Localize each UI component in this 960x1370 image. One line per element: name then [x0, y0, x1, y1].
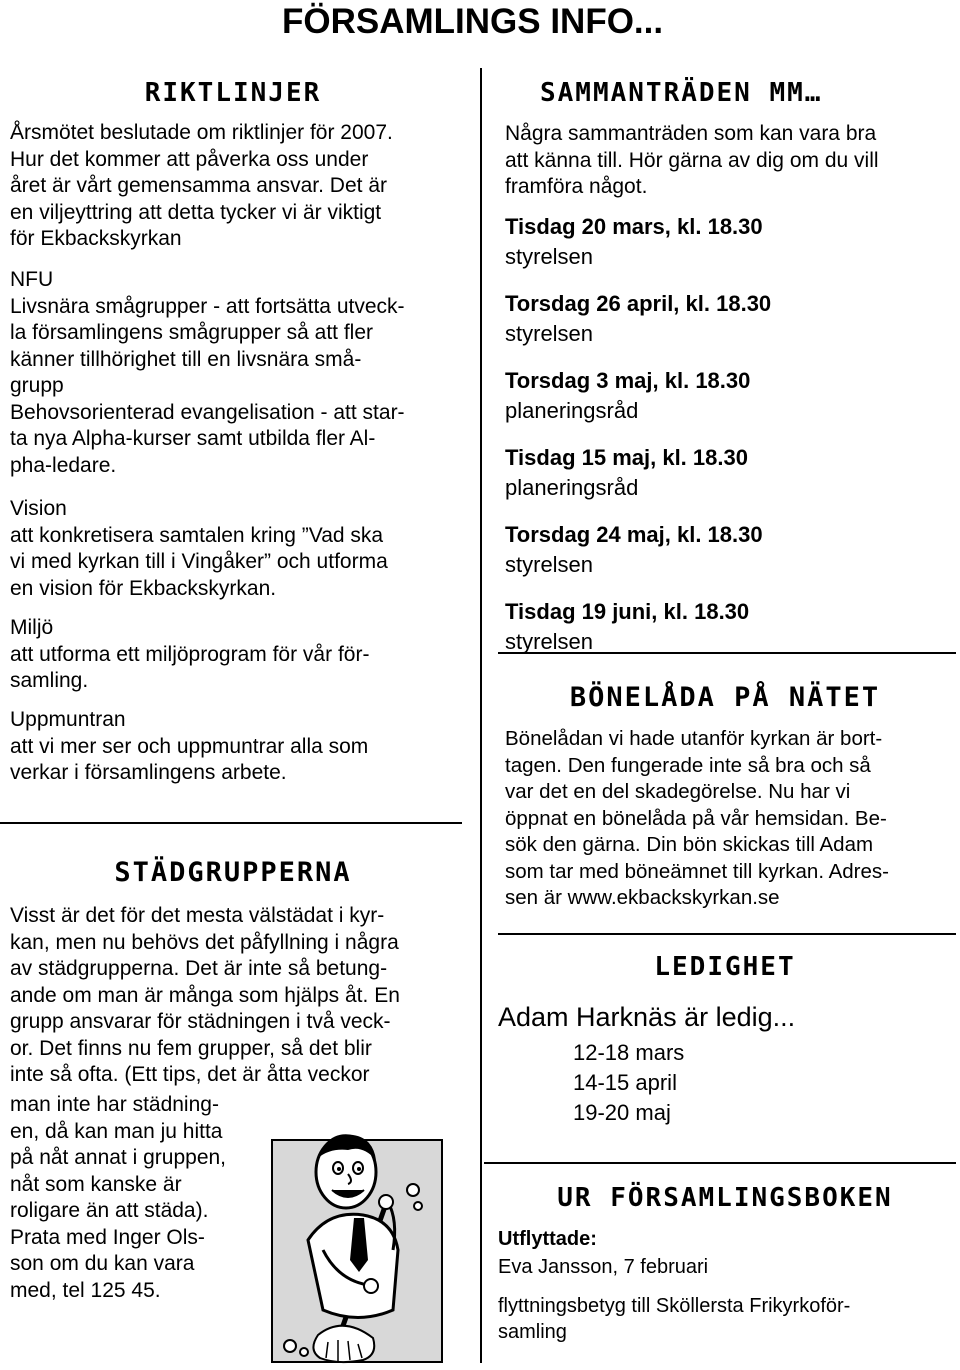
forsamlingsboken-heading: UR FÖRSAMLINGSBOKEN	[557, 1183, 893, 1213]
meeting-date: Tisdag 19 juni, kl. 18.30	[505, 599, 750, 624]
stadgrupperna-heading: STÄDGRUPPERNA	[114, 857, 352, 888]
section-divider	[484, 1162, 956, 1164]
bonelada-text: Bönelådan vi hade utanför kyrkan är bort- tagen. Den fungerade inte så bra och så var det en del skadegörelse. Nu har vi öppnat en bönelåda på vår hemsidan. Be- sök den gärna. Din bön skickas till Adam som tar med böneämnet till kyrkan. Adres- sen är www.ekbackskyrkan.se	[505, 727, 889, 909]
meeting-date: Tisdag 20 mars, kl. 18.30	[505, 214, 763, 239]
stadgrupperna-text-continued: man inte har städning- en, då kan man ju hitta på nåt annat i gruppen, nåt som kanske är roligare än att städa). Prata med Inger Ols- son om du kan vara med, tel 125 45.	[10, 1093, 227, 1302]
forsamlingsboken-person: Eva Jansson, 7 februari	[498, 1256, 709, 1278]
meeting-group: planeringsråd	[505, 398, 639, 423]
forsamlingsboken-label: Utflyttade:	[498, 1228, 597, 1250]
meeting-item	[505, 443, 945, 503]
stadgrupperna-text: Visst är det för det mesta välstädat i kyr- kan, men nu behövs det påfyllning i några av städgrupperna. Det är inte så betung- ande om man är många som hjälps åt. En grupp ansvarar för städningen i två veck- or. Det finns nu fem grupper, så det blir inte så ofta. (Ett tips, det är åtta veckor	[10, 904, 400, 1086]
meeting-date: Torsdag 24 maj, kl. 18.30	[505, 522, 763, 547]
ledighet-heading: LEDIGHET	[654, 952, 796, 982]
riktlinjer-heading: RIKTLINJER	[144, 78, 322, 108]
page-title: FÖRSAMLINGS INFO...	[282, 2, 664, 41]
ledighet-date: 14-15 april	[573, 1070, 677, 1095]
meeting-list	[505, 212, 945, 674]
meeting-item	[505, 289, 945, 349]
meeting-item	[505, 212, 945, 272]
sammantraden-intro: Några sammanträden som kan vara bra att känna till. Hör gärna av dig om du vill framföra något.	[505, 122, 879, 198]
ledighet-date: 12-18 mars	[573, 1040, 685, 1065]
meeting-item	[505, 366, 945, 426]
ledighet-date: 19-20 maj	[573, 1100, 671, 1125]
meeting-group: styrelsen	[505, 552, 594, 577]
riktlinjer-uppmuntran: Uppmuntran att vi mer ser och uppmuntrar alla som verkar i församlingens arbete.	[10, 708, 369, 784]
section-divider	[0, 822, 462, 824]
meeting-group: styrelsen	[505, 629, 594, 654]
sammantraden-heading: SAMMANTRÄDEN MM…	[540, 78, 823, 108]
meeting-item	[505, 520, 945, 580]
meeting-group: styrelsen	[505, 244, 594, 269]
meeting-group: planeringsråd	[505, 475, 639, 500]
meeting-item	[505, 597, 945, 657]
meeting-date: Tisdag 15 maj, kl. 18.30	[505, 445, 748, 470]
bonelada-heading: BÖNELÅDA PÅ NÄTET	[569, 682, 881, 713]
section-divider	[498, 933, 956, 935]
meeting-group: styrelsen	[505, 321, 594, 346]
riktlinjer-intro: Årsmötet beslutade om riktlinjer för 2007. Hur det kommer att påverka oss under året är vårt gemensamma ansvar. Det är en viljeyttring att detta tycker vi är viktigt för Ekbackskyrkan	[10, 121, 393, 250]
forsamlingsboken-detail: flyttningsbetyg till Sköllersta Frikyrkoför- samling	[498, 1295, 851, 1343]
meeting-date: Torsdag 3 maj, kl. 18.30	[505, 368, 751, 393]
meeting-date: Torsdag 26 april, kl. 18.30	[505, 291, 772, 316]
riktlinjer-nfu: NFU Livsnära smågrupper - att fortsätta utveck- la församlingens smågrupper så att fler känner tillhörighet till en livsnära små- grupp Behovsorienterad evangelisation - att star- ta nya Alpha-kurser samt utbilda fler Al- pha-ledare.	[10, 268, 405, 477]
column-divider	[480, 68, 482, 1363]
riktlinjer-vision: Vision att konkretisera samtalen kring ”Vad ska vi med kyrkan till i Vingåker” och utforma en vision för Ekbackskyrkan.	[10, 497, 388, 600]
cartoon-man-mopping-icon	[268, 1110, 452, 1365]
riktlinjer-miljo: Miljö att utforma ett miljöprogram för vår för- samling.	[10, 616, 370, 692]
ledighet-lead: Adam Harknäs är ledig...	[498, 1002, 796, 1032]
section-divider	[498, 652, 956, 654]
